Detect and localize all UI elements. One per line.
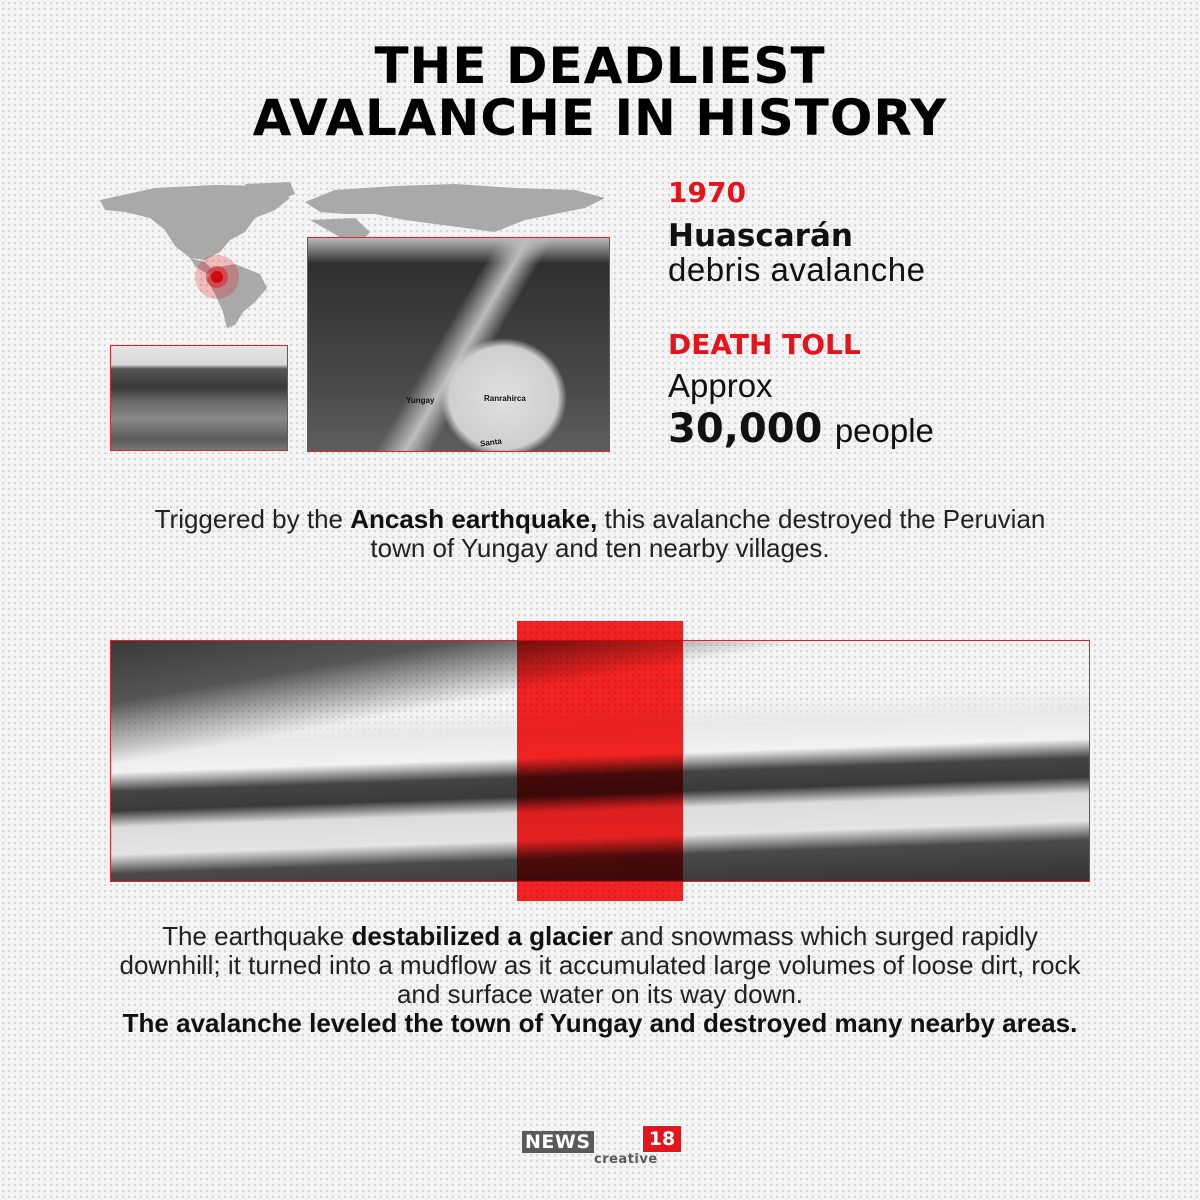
detail-text-middle: and snowmass which surged rapidly downhill; it turned into a mudflow as it accumulated large volumes of loose dirt, rock and surface water on its way down. <box>119 921 1081 1009</box>
event-place: Huascarán <box>668 218 853 254</box>
detail-highlight: destabilized a glacier <box>351 921 614 951</box>
news18-creative-logo <box>522 1125 692 1170</box>
approx-label: Approx <box>668 367 773 404</box>
red-accent-band <box>517 621 683 901</box>
intro-text: Triggered by the <box>154 504 351 534</box>
page-title <box>0 37 1200 147</box>
title-line-2: AVALANCHE IN HISTORY <box>252 89 948 147</box>
aerial-photo <box>307 237 610 452</box>
title-line-1: THE DEADLIEST <box>374 37 826 95</box>
logo-creative: creative <box>594 1152 658 1167</box>
event-year: 1970 <box>668 176 746 209</box>
detail-text: The earthquake <box>162 921 352 951</box>
death-toll-row <box>668 406 1138 461</box>
event-type: debris avalanche <box>668 251 926 288</box>
label-santa: Santa <box>479 436 503 449</box>
logo-news: NEWS <box>522 1131 594 1153</box>
detail-paragraph <box>110 922 1090 1038</box>
label-yungay: Yungay <box>406 396 435 405</box>
label-ranrahirca: Ranrahirca <box>484 394 526 403</box>
facts-panel <box>668 176 1138 461</box>
death-toll-value: 30,000 <box>668 406 823 452</box>
death-toll-unit: people <box>834 412 934 449</box>
intro-text-end: this avalanche destroyed the Peruvian town of Yungay and ten nearby villages. <box>370 504 1046 563</box>
location-marker-icon <box>211 271 223 283</box>
detail-conclusion: The avalanche leveled the town of Yungay and destroyed many nearby areas. <box>122 1008 1078 1038</box>
intro-paragraph <box>150 505 1050 563</box>
valley-photo <box>110 345 288 451</box>
logo-18: 18 <box>642 1125 682 1153</box>
intro-highlight: Ancash earthquake, <box>350 504 598 534</box>
death-toll-label: DEATH TOLL <box>668 328 861 361</box>
